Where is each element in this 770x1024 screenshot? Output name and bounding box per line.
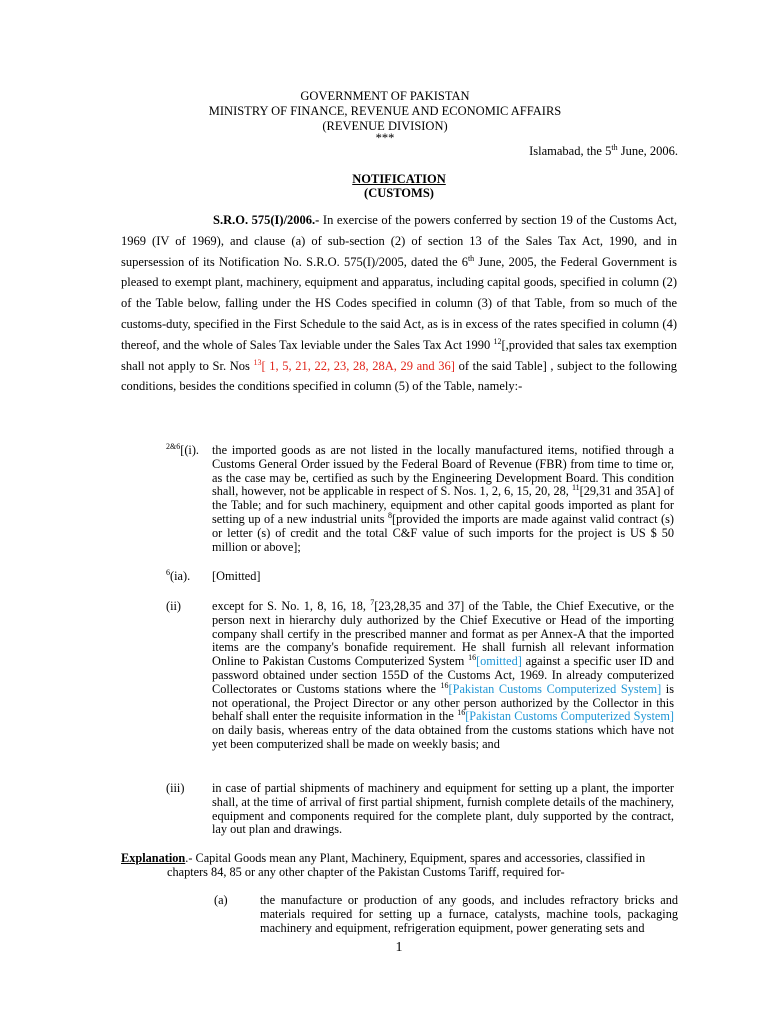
sro-number: S.R.O. 575(I)/2006.- <box>213 213 320 227</box>
excluded-serial-numbers: [ 1, 5, 21, 22, 23, 28, 28A, 29 and 36] <box>261 358 455 373</box>
notification-subtitle: (CUSTOMS) <box>364 186 434 200</box>
notification-title: NOTIFICATION <box>352 172 446 186</box>
header-division: (REVENUE DIVISION) <box>322 119 448 133</box>
condition-ii-label: (ii) <box>166 599 182 613</box>
condition-i-text: the imported goods as are not listed in the locally manufactured items, notified through a Customs General Order issued by the Federal Board of Revenue (FBR) from time to time or, as the case may be, certified as such by the Engineering Development Board. This condition shall, however, not be applicable in respect of S. Nos. 1, 2, 6, 15, 20, 28, $^{11}$[29,31 and 35A] of the Table; and for such machinery, equipment and other capital goods imported as plant for setting up of a new industrial units $^8$[provided the imports are made against valid contract (s) or letter (s) of credit and the total C&F value of such imports for the project is US $ 50 million or above]; <box>212 443 674 554</box>
explanation <box>121 851 677 879</box>
explanation-item-a-text: the manufacture or production of any goods, and includes refractory bricks and materials required for setting up a furnace, catalysts, machine tools, packaging machinery and equipment, refrigeration equipment, power generating sets and <box>260 893 678 935</box>
page-number: 1 <box>395 940 403 955</box>
date-sup: th <box>611 142 618 152</box>
condition-ia-text: [Omitted] <box>212 569 261 583</box>
header-stars: *** <box>375 131 395 145</box>
link-pakistan-customs-computerized-system-1[interactable]: [Pakistan Customs Computerized System] <box>448 681 662 696</box>
header-government: GOVERNMENT OF PAKISTAN <box>300 89 470 103</box>
date-suffix: June, 2006. <box>617 144 678 158</box>
condition-ia-label: $^6$(ia). <box>166 567 191 583</box>
link-pakistan-customs-computerized-system-2[interactable]: [Pakistan Customs Computerized System] <box>465 709 674 724</box>
condition-iii-text: in case of partial shipments of machinery and equipment for setting up a plant, the importer shall, at the time of arrival of first partial shipment, furnish complete details of the machinery, equipment and components required for the complete plant, duly supported by the contract, lay out plan and drawings. <box>212 781 674 837</box>
main-paragraph: S.R.O. 575(I)/2006.- In exercise of the powers conferred by section 19 of the Customs Act, 1969 (IV of 1969), and clause (a) of sub-section (2) of section 13 of the Sales Tax Act, 1990, and in supersession of its Notification No. S.R.O. 575(I)/2005, dated the 6th June, 2005, the Federal Government is pleased to exempt plant, machinery, equipment and apparatus, including capital goods, specified in column (2) of the Table below, falling under the HS Codes specified in column (3) of that Table, from so much of the customs-duty, specified in the First Schedule to the said Act, as is in excess of the rates specified in column (4) thereof, and the whole of Sales Tax leviable under the Sales Tax Act 1990 $^{12}$[,provided that sales tax exemption shall not apply to Sr. Nos $^{13}$[ 1, 5, 21, 22, 23, 28, 28A, 29 and 36] of the said Table] , subject to the following conditions, besides the conditions specified in column (5) of the Table, namely:- <box>121 213 678 394</box>
date-prefix: Islamabad, the 5 <box>529 144 612 158</box>
date-line <box>529 144 678 159</box>
header-ministry: MINISTRY OF FINANCE, REVENUE AND ECONOMIC AFFAIRS <box>208 104 562 118</box>
condition-ii-text: except for S. No. 1, 8, 16, 18, $^7$[23,28,35 and 37] of the Table, the Chief Executive, or the person next in hierarchy duly authorized by the Chief Executive or Head of the importing company shall certify in the prescribed manner and format as per Annex-A that the imported items are the company's bonafide requirement. He shall furnish all relevant information Online to Pakistan Customs Computerized System $^{16}$[omitted] against a specific user ID and password obtained under section 155D of the Customs Act, 1969. In already computerized Collectorates or Customs stations where the $^{16}$[Pakistan Customs Computerized System] is not operational, the Project Director or any other person authorized by the Collector in this behalf shall enter the requisite information in the $^{16}$[Pakistan Customs Computerized System] on daily basis, whereas entry of the data obtained from the customs stations which have not yet been computerized shall be made on weekly basis; and <box>212 597 674 751</box>
explanation-item-a-label: (a) <box>214 893 228 907</box>
condition-i-label: $^{2\&6}$[(i). <box>166 441 200 457</box>
explanation-line-2: chapters 84, 85 or any other chapter of the Pakistan Customs Tariff, required for- <box>167 865 565 879</box>
explanation-label: Explanation <box>121 851 186 865</box>
link-omitted[interactable]: [omitted] <box>476 654 522 669</box>
explanation-line-1: Explanation.- Capital Goods mean any Plant, Machinery, Equipment, spares and accessories, classified in <box>121 851 646 865</box>
condition-iii-label: (iii) <box>166 781 185 795</box>
